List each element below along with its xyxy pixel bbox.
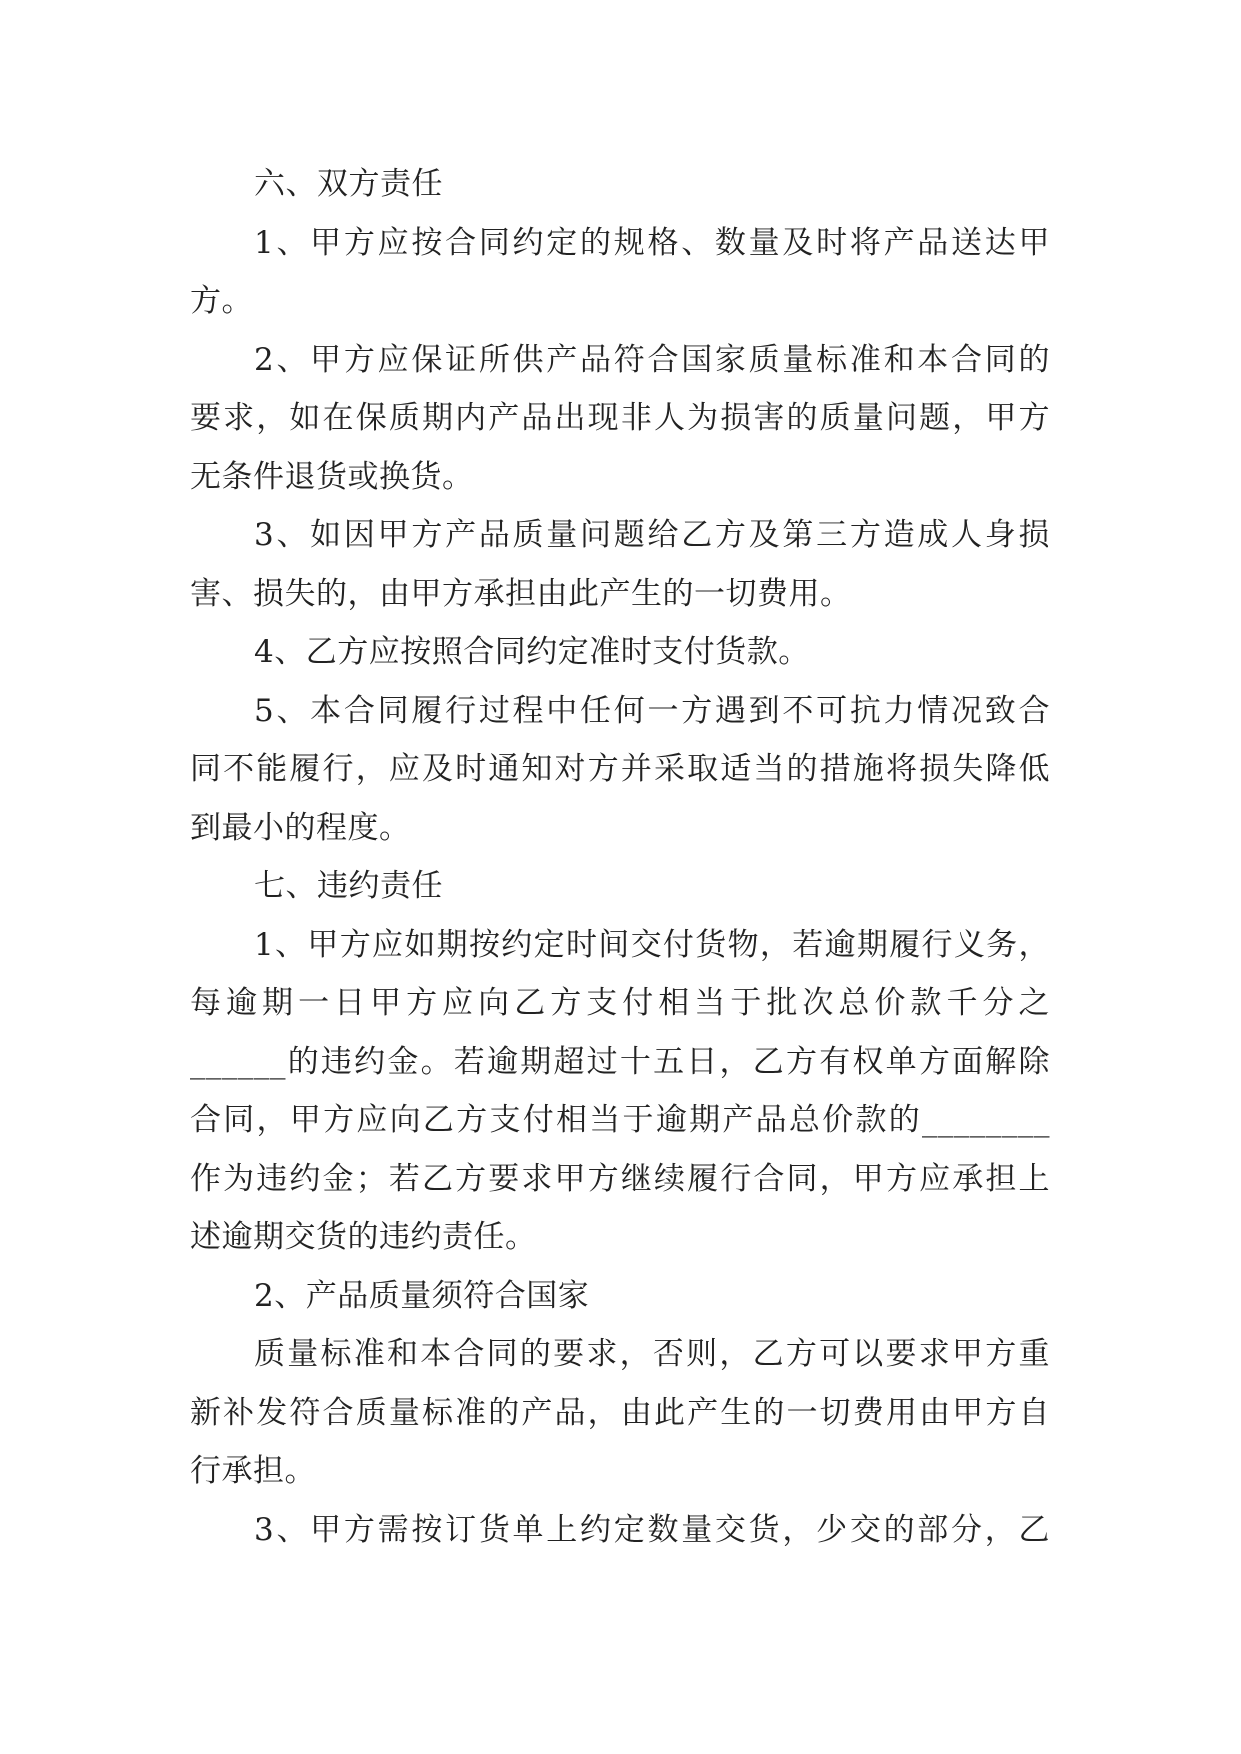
text-line: 1、甲方应如期按约定时间交付货物，若逾期履行义务，	[254, 926, 1050, 963]
text-line: 六、双方责任	[254, 166, 443, 202]
text-line: 同不能履行，应及时通知对方并采取适当的措施将损失降低	[190, 751, 1050, 787]
document-body	[190, 155, 1050, 1559]
text-line: 1、甲方应按合同约定的规格、数量及时将产品送达甲	[254, 224, 1050, 261]
text-line: 每逾期一日甲方应向乙方支付相当于批次总价款千分之	[190, 985, 1050, 1021]
text-line: 5、本合同履行过程中任何一方遇到不可抗力情况致合	[254, 692, 1050, 729]
text-line: 七、违约责任	[254, 868, 443, 904]
text-line: 2、产品质量须符合国家	[254, 1277, 590, 1314]
text-line: 2、甲方应保证所供产品符合国家质量标准和本合同的	[254, 341, 1050, 378]
text-line: 3、如因甲方产品质量问题给乙方及第三方造成人身损	[254, 517, 1050, 553]
text-line: 4、乙方应按照合同约定准时支付货款。	[254, 634, 810, 670]
text-line: 质量标准和本合同的要求，否则，乙方可以要求甲方重	[254, 1336, 1050, 1372]
text-line: ______的违约金。若逾期超过十五日，乙方有权单方面解除	[190, 1043, 1050, 1080]
text-line: 方。	[190, 283, 253, 319]
text-line: 新补发符合质量标准的产品，由此产生的一切费用由甲方自	[190, 1394, 1050, 1431]
text-line: 3、甲方需按订货单上约定数量交货，少交的部分，乙	[254, 1511, 1050, 1548]
text-line: 述逾期交货的违约责任。	[190, 1219, 537, 1255]
text-line: 行承担。	[190, 1453, 316, 1489]
text-line: 到最小的程度。	[190, 809, 411, 846]
text-line: 合同，甲方应向乙方支付相当于逾期产品总价款的________	[190, 1102, 1050, 1138]
text-line: 害、损失的，由甲方承担由此产生的一切费用。	[190, 575, 852, 612]
text-line: 要求，如在保质期内产品出现非人为损害的质量问题，甲方	[190, 400, 1050, 436]
text-line: 无条件退货或换货。	[190, 458, 474, 495]
text-line: 作为违约金；若乙方要求甲方继续履行合同，甲方应承担上	[190, 1160, 1050, 1197]
